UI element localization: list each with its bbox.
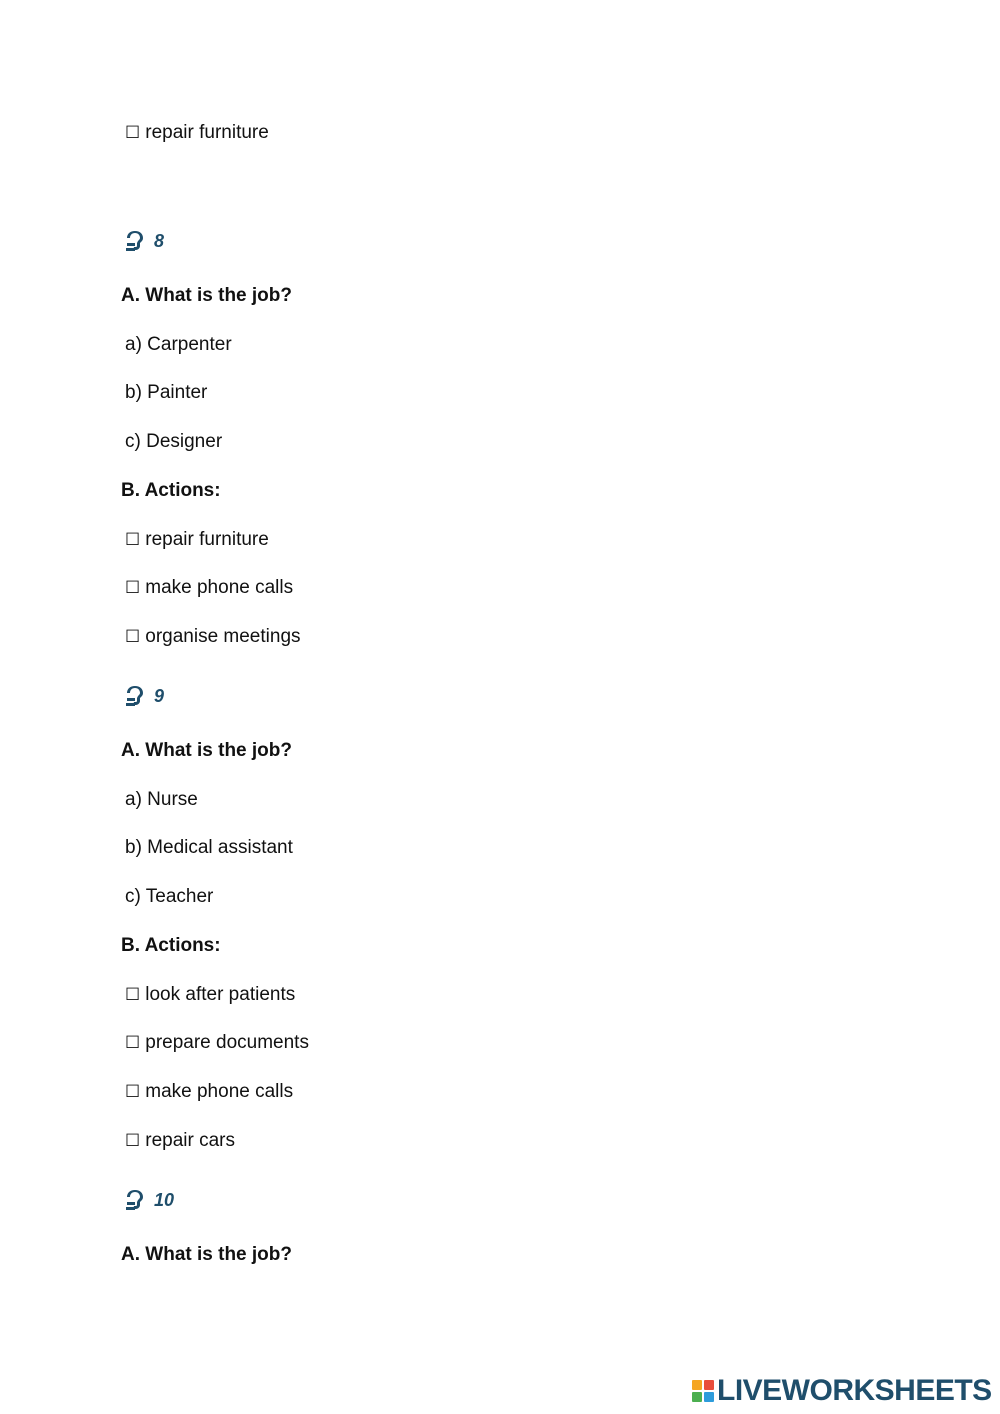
question-number (126, 1187, 174, 1213)
option-label: look after patients (145, 984, 296, 1005)
job-heading: A. What is the job? (121, 1244, 292, 1265)
checkbox-icon[interactable]: ☐ (125, 1082, 141, 1102)
checkbox-option[interactable] (125, 1080, 293, 1104)
job-heading: A. What is the job? (121, 285, 292, 306)
checkbox-icon[interactable]: ☐ (125, 123, 141, 143)
checkbox-option[interactable] (125, 576, 293, 600)
job-heading: A. What is the job? (121, 740, 292, 761)
option-label: repair furniture (145, 122, 269, 143)
checkbox-option[interactable] (125, 1031, 309, 1055)
option-label: make phone calls (145, 577, 294, 598)
checkbox-option[interactable] (125, 1129, 235, 1153)
option-label: prepare documents (145, 1032, 309, 1053)
listening-icon (126, 685, 146, 707)
checkbox-option[interactable] (125, 121, 269, 145)
listening-icon (126, 1189, 146, 1211)
checkbox-option[interactable] (125, 983, 295, 1007)
question-number (126, 228, 164, 254)
answer-choice[interactable]: a) Nurse (125, 789, 198, 810)
option-label: repair cars (145, 1130, 235, 1151)
logo-square (704, 1392, 714, 1402)
logo-square (692, 1392, 702, 1402)
checkbox-icon[interactable]: ☐ (125, 1033, 141, 1053)
option-label: organise meetings (145, 626, 301, 647)
checkbox-icon[interactable]: ☐ (125, 985, 141, 1005)
question-number (126, 683, 164, 709)
answer-choice[interactable]: b) Painter (125, 382, 208, 403)
logo-square (692, 1380, 702, 1390)
answer-choice[interactable]: c) Teacher (125, 886, 214, 907)
option-label: repair furniture (145, 529, 269, 550)
option-label: make phone calls (145, 1081, 294, 1102)
checkbox-icon[interactable]: ☐ (125, 530, 141, 550)
answer-choice[interactable]: c) Designer (125, 431, 223, 452)
listening-icon (126, 230, 146, 252)
checkbox-icon[interactable]: ☐ (125, 578, 141, 598)
checkbox-option[interactable] (125, 528, 269, 552)
actions-heading: B. Actions: (121, 480, 221, 501)
checkbox-icon[interactable]: ☐ (125, 627, 141, 647)
logo-square (704, 1380, 714, 1390)
answer-choice[interactable]: b) Medical assistant (125, 837, 293, 858)
checkbox-option[interactable] (125, 625, 301, 649)
question-number-text: 10 (154, 1189, 175, 1210)
question-number-text: 8 (154, 230, 165, 251)
checkbox-icon[interactable]: ☐ (125, 1131, 141, 1151)
liveworksheets-logo (692, 1375, 992, 1407)
actions-heading: B. Actions: (121, 935, 221, 956)
logo-text: LIVEWORKSHEETS (717, 1374, 992, 1407)
question-number-text: 9 (154, 685, 165, 706)
logo-mark-icon (692, 1380, 714, 1402)
answer-choice[interactable]: a) Carpenter (125, 334, 232, 355)
